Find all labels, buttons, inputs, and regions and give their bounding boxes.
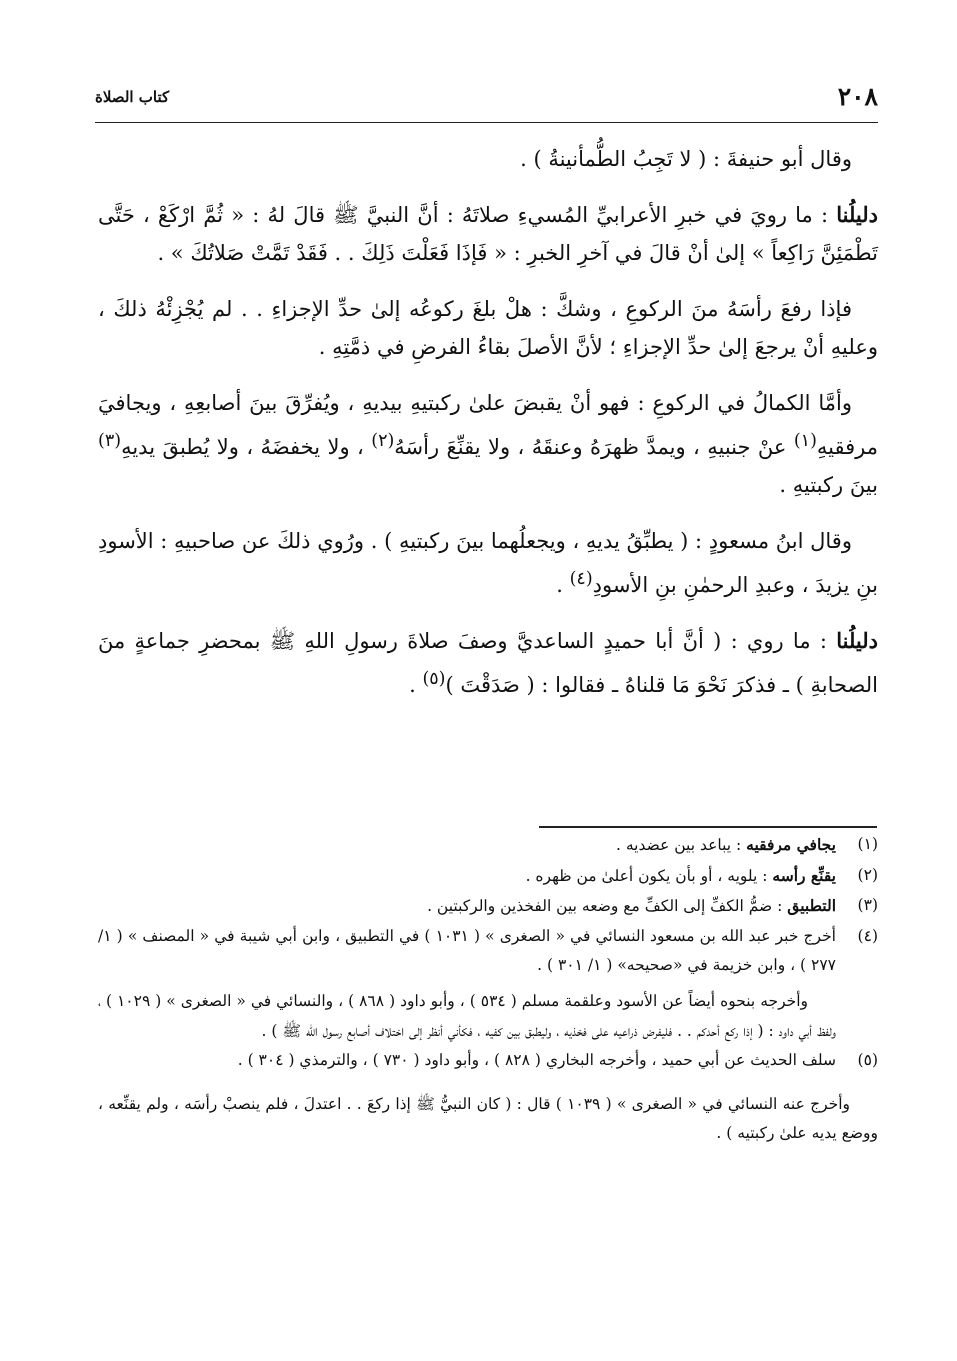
paragraph-raising-head: فإذا رفعَ رأسَهُ منَ الركوعِ ، وشكَّ : هلْ بلغَ ركوعُه إلىٰ حدِّ الإجزاءِ . . لم يُجْزِئْهُ ذلكَ ، وعليهِ أنْ يرجعَ إلىٰ حدِّ الإجزاءِ ؛ لأنَّ الأصلَ بقاءُ الفرضِ في ذمَّتِهِ . (98, 297, 878, 359)
footnote-number: (١) (857, 835, 878, 853)
footnote-2: (٢) يقنِّع رأسه : يلويه ، أو بأن يكون أعلىٰ من ظهره . (98, 861, 878, 892)
footnote-number: (٣) (857, 896, 878, 915)
header-rule (95, 122, 878, 123)
paragraph-perfect-ruku: وأمَّا الكمالُ في الركوعِ : فهو أنْ يقبضَ علىٰ ركبتيهِ بيديهِ ، ويُفرِّقَ بينَ أصابعِهِ ، ويجافيَ مرفقيهِ$^{(١)}$ عنْ جنبيهِ ، ويمدَّ ظهرَهُ وعنقَهُ ، ولا يقنِّعَ رأسَهُ$^{(٢)}$ ، ولا يخفضَهُ ، ولا يُطبقَ يديهِ$^{(٣)}$ بينَ ركبتيهِ . (98, 391, 878, 497)
main-text (98, 140, 878, 722)
footnote-ref-5[interactable]: (٥) (422, 669, 446, 689)
footnote-5-continuation: وأخرج عنه النسائي في « الصغرى » ( ١٠٣٩ ) قال : ( كان النبيُّ ﷺ إذا ركعَ . . اعتدلَ ، فلم ينصبْ رأسَه ، ولم يقنِّعه ، ووضع يديه علىٰ ركبتيه ) . (98, 1094, 878, 1143)
footnote-4: (٤) أخرج خبر عبد الله بن مسعود النسائي في « الصغرى » ( ١٠٣١ ) في التطبيق ، وابن أبي شيبة في « المصنف » ( ١/ ٢٧٧ ) ، وابن خزيمة في «صحيحه» ( ١/ ٣٠١ ) . (98, 922, 878, 981)
footnote-ref-3[interactable]: (٣) (98, 431, 122, 451)
footnote-number: (٥) (857, 1051, 878, 1070)
footnote-number: (٤) (857, 926, 878, 945)
paragraph-abu-hanifa: وقال أبو حنيفةَ : ( لا تَجِبُ الطُّمأنينةُ ) . (520, 147, 852, 171)
footnote-ref-2[interactable]: (٢) (371, 431, 395, 451)
running-title: كتاب الصلاة (95, 88, 170, 106)
footnote-ref-4[interactable]: (٤) (569, 569, 593, 589)
paragraph-evidence-1: دليلُنا : ما رويَ في خبرِ الأعرابيِّ المُسيءِ صلاتَهُ : أنَّ النبيَّ ﷺ قالَ لهُ : « ثُمَّ ارْكَعْ ، حَتَّى تَطْمَئِنَّ رَاكِعاً » إلىٰ أنْ قالَ في آخرِ الخبرِ : « فَإذَا فَعَلْتَ ذَلِكَ . . فَقَدْ تَمَّتْ صَلاتُكَ » . (98, 202, 878, 265)
footnote-ref-1[interactable]: (١) (793, 431, 817, 451)
evidence-keyword: دليلُنا (836, 202, 878, 227)
paragraph-ibn-masud: وقال ابنُ مسعودٍ : ( يطبِّقُ يديهِ ، ويجعلُهما بينَ ركبتيهِ ) . ورُوي ذلكَ عن صاحبيهِ : الأسودِ بنِ يزيدَ ، وعبدِ الرحمٰنِ بنِ الأسودِ$^{(٤)}$ . (98, 529, 878, 597)
footnote-number: (٢) (857, 865, 878, 884)
page-header (95, 82, 878, 122)
footnote-1: (١) يجافي مرفقيه : يباعد بين عضديه . (98, 830, 878, 861)
evidence-keyword: دليلُنا (836, 628, 878, 653)
footnote-3: (٣) التطبيق : ضمُّ الكفِّ إلى الكفِّ مع وضعه بين الفخذين والركبتين . (98, 891, 878, 922)
footnote-separator (539, 826, 877, 828)
footnote-4-continuation: وأخرجه بنحوه أيضاً عن الأسود وعلقمة مسلم ( ٥٣٤ ) ، وأبو داود ( ٨٦٨ ) ، والنسائي في « الصغرى » ( ١٠٢٩ ) ، ولفظ أبي داود : ( إذا ركع أحدكم . . فليفرض ذراعيه على فخذيه ، وليطبق بين كفيه ، فكأني أنظر إلى اختلاف أصابع رسول الله ﷺ ) . (98, 991, 836, 1040)
page-number: ٢٠٨ (837, 82, 878, 111)
footnotes (98, 830, 878, 1149)
footnote-5: (٥) سلف الحديث عن أبي حميد ، وأخرجه البخاري ( ٨٢٨ ) ، وأبو داود ( ٧٣٠ ) ، والترمذي ( ٣٠٤ ) . (98, 1046, 878, 1076)
paragraph-evidence-2: دليلُنا : ما روي : ( أنَّ أبا حميدٍ الساعديَّ وصفَ صلاةَ رسولِ اللهِ ﷺ بمحضرِ جماعةٍ منَ الصحابةِ ) ـ فذكرَ نَحْوَ مَا قلناهُ ـ فقالوا : ( صَدَقْتَ )$^{(٥)}$ . (98, 628, 878, 697)
